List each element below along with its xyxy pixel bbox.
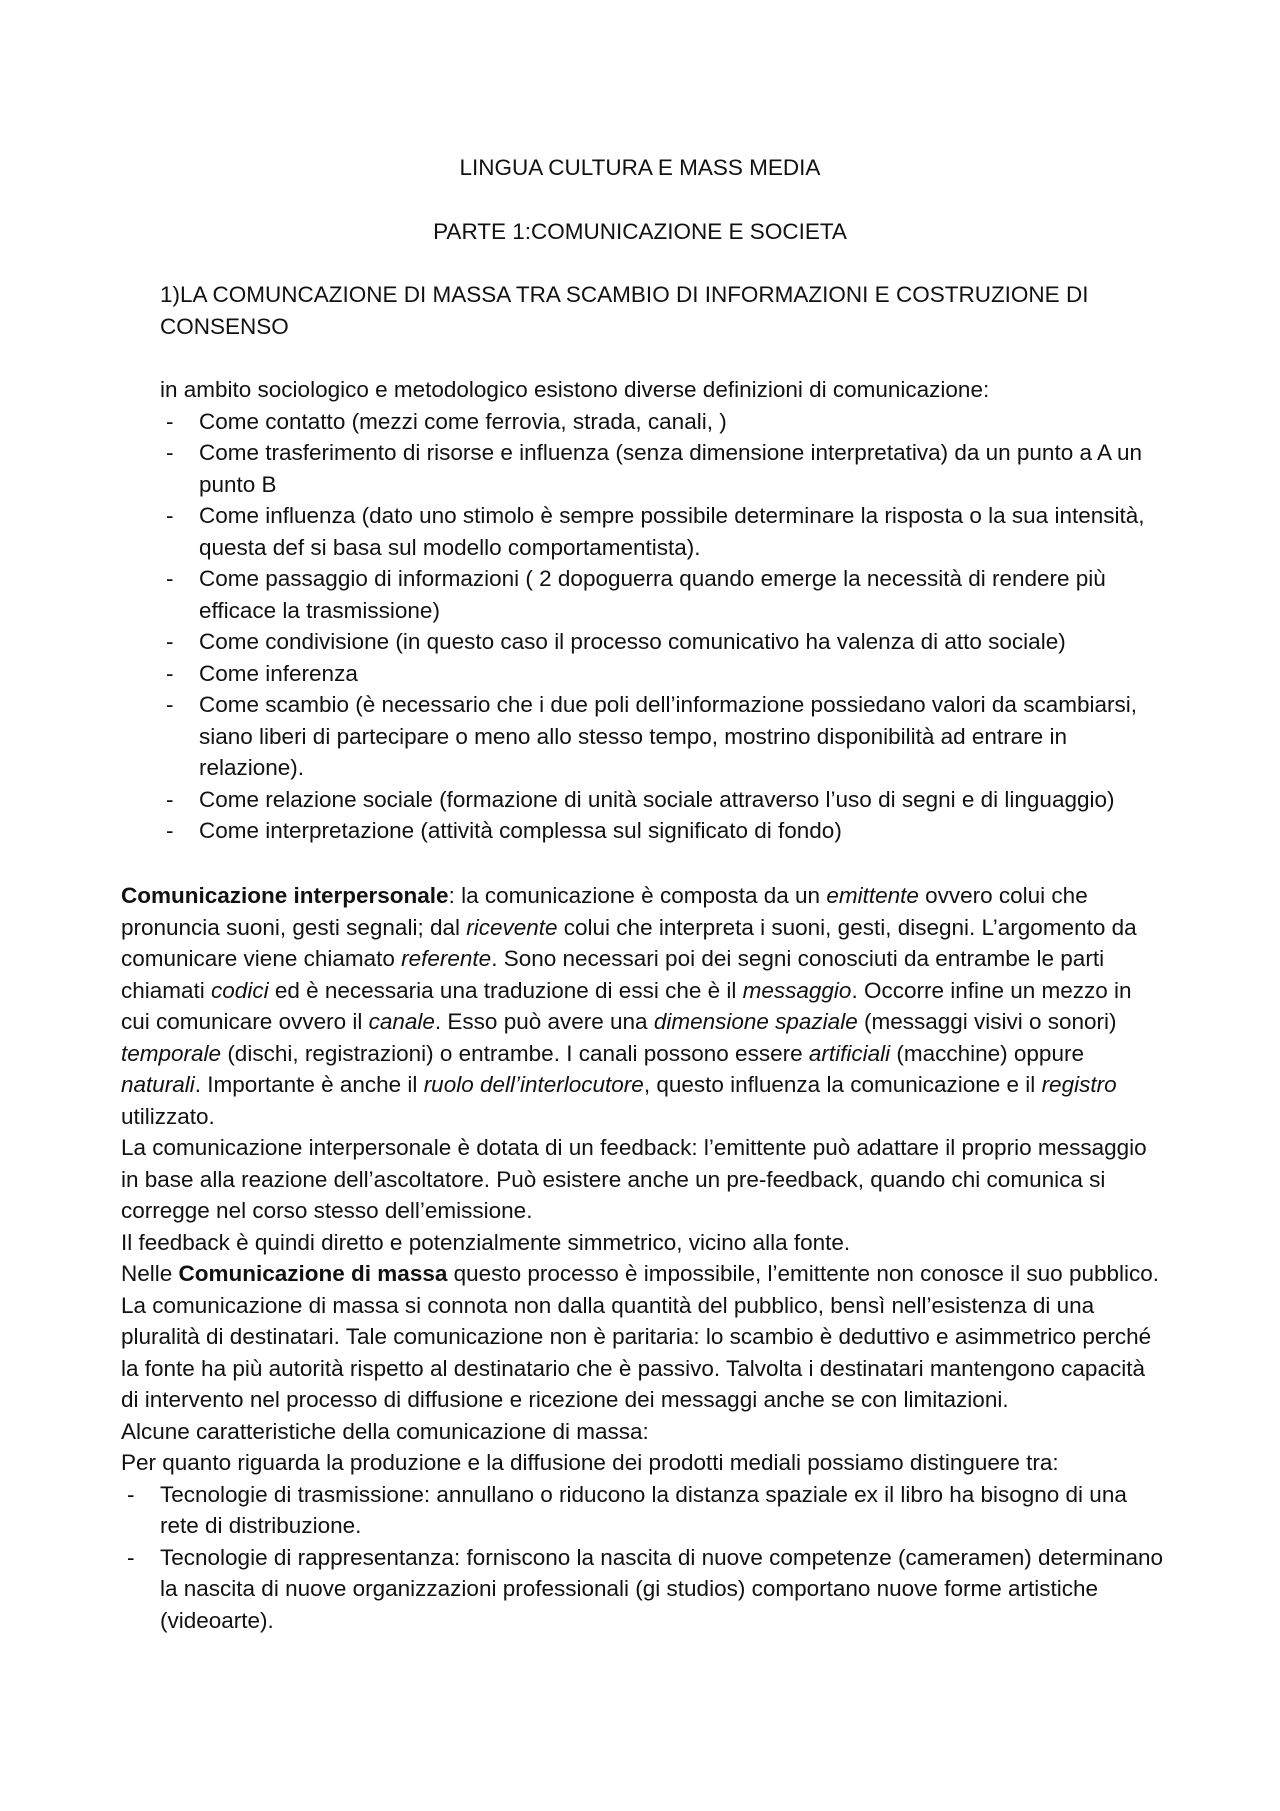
technologies-list [121, 1479, 1166, 1637]
list-item: - Come condivisione (in questo caso il processo comunicativo ha valenza di atto sociale) [160, 626, 1170, 658]
text-run: utilizzato. [121, 1103, 215, 1129]
definitions-list [160, 406, 1170, 847]
document-subtitle: PARTE 1:COMUNICAZIONE E SOCIETA [433, 219, 847, 244]
term-naturali: naturali [121, 1072, 195, 1097]
term-ricevente: ricevente [466, 914, 558, 940]
interpersonal-paragraph [121, 880, 1166, 1132]
list-item: - Tecnologie di rappresentanza: forniscono la nascita di nuove competenze (cameramen) determinano la nascita di nuove organizzazioni professionali (gi studios) comportano nuove forme artistiche (videoarte). [121, 1542, 1166, 1637]
term-artificiali: artificiali [808, 1040, 891, 1066]
characteristics-line: Alcune caratteristiche della comunicazione di massa: [121, 1418, 649, 1444]
document-title: LINGUA CULTURA E MASS MEDIA [459, 155, 821, 180]
feedback-summary: Il feedback è quindi diretto e potenzialmente simmetrico, vicino alla fonte. [121, 1229, 851, 1255]
list-item: - Come passaggio di informazioni ( 2 dopoguerra quando emerge la necessità di rendere più efficace la trasmissione) [160, 563, 1170, 626]
intro-line: in ambito sociologico e metodologico esistono diverse definizioni di comunicazione: [160, 377, 990, 402]
text-run: (macchine) oppure [890, 1040, 1084, 1066]
list-item: - Come inferenza [160, 658, 1170, 690]
list-item: - Come influenza (dato uno stimolo è sempre possibile determinare la risposta o la sua intensità, questa def si basa sul modello comportamentista). [160, 500, 1170, 563]
term-canale: canale [368, 1009, 435, 1034]
term-mass-communication: Comunicazione di massa [178, 1261, 448, 1286]
text-run: . Sono necessari poi dei segni conosciuti da entrambe le parti chiamati [121, 946, 1105, 1003]
term-codici: codici [211, 977, 269, 1003]
text-run: ovvero colui che pronuncia suoni, gesti segnali; dal [121, 883, 1088, 940]
body-text [121, 880, 1166, 1636]
section-heading: 1)LA COMUNCAZIONE DI MASSA TRA SCAMBIO DI INFORMAZIONI E COSTRUZIONE DI CONSENSO [160, 282, 1089, 339]
production-line: Per quanto riguarda la produzione e la diffusione dei prodotti mediali possiamo distinguere tra: [121, 1450, 1059, 1475]
list-item: - Come relazione sociale (formazione di unità sociale attraverso l’uso di segni e di linguaggio) [160, 784, 1170, 816]
text-run: (messaggi visivi o sonori) [857, 1009, 1117, 1034]
term-emittente: emittente [826, 883, 919, 908]
term-referente: referente [401, 946, 492, 971]
feedback-paragraph: La comunicazione interpersonale è dotata di un feedback: l’emittente può adattare il proprio messaggio in base alla reazione dell’ascoltatore. Può esistere anche un pre-feedback, quando chi comunica si corregge nel corso stesso dell’emissione. [121, 1135, 1147, 1223]
text-run: questo processo è impossibile, l’emittente non conosce il suo pubblico. La comunicazione di massa si connota non dalla quantità del pubblico, bensì nell’esistenza di una pluralità di destinatari. Tale comunicazione non è paritaria: lo scambio è deduttivo e asimmetrico perché la fonte ha più autorità rispetto al destinatario che è passivo. Talvolta i destinatari mantengono capacità di intervento nel processo di diffusione e ricezione dei messaggi anche se con limitazioni. [121, 1261, 1160, 1412]
definitions-block [160, 374, 1170, 847]
text-run: (dischi, registrazioni) o entrambe. I canali possono essere [221, 1040, 809, 1066]
mass-communication-paragraph [121, 1258, 1166, 1416]
text-run: . Esso può avere una [434, 1009, 654, 1034]
text-run: colui che interpreta i suoni, gesti, disegni. L’argomento da comunicare viene chiamato [121, 914, 1137, 971]
text-run: , questo influenza la comunicazione e il [643, 1072, 1042, 1097]
list-item: - Come contatto (mezzi come ferrovia, strada, canali, ) [160, 406, 1170, 438]
term-registro: registro [1041, 1072, 1117, 1097]
list-item: - Come scambio (è necessario che i due poli dell’informazione possiedano valori da scambiarsi, siano liberi di partecipare o meno allo stesso tempo, mostrino disponibilità ad entrare in relazione). [160, 689, 1170, 784]
text-run: Nelle [121, 1261, 179, 1286]
text-run: . Occorre infine un mezzo in cui comunicare ovvero il [121, 977, 1132, 1034]
list-item: - Come interpretazione (attività complessa sul significato di fondo) [160, 815, 1170, 847]
list-item: - Tecnologie di trasmissione: annullano o riducono la distanza spaziale ex il libro ha bisogno di una rete di distribuzione. [121, 1479, 1166, 1542]
term-ruolo-interlocutore: ruolo dell’interlocutore [423, 1072, 644, 1097]
text-run: : la comunicazione è composta da un [448, 883, 827, 908]
term-dimensione-spaziale: dimensione spaziale [653, 1009, 858, 1034]
text-run: . Importante è anche il [194, 1072, 424, 1097]
term-temporale: temporale [121, 1040, 222, 1066]
term-messaggio: messaggio [742, 977, 852, 1003]
text-run: ed è necessaria una traduzione di essi che è il [268, 977, 743, 1003]
list-item: - Come trasferimento di risorse e influenza (senza dimensione interpretativa) da un punto a A un punto B [160, 437, 1170, 500]
term-interpersonal: Comunicazione interpersonale [121, 883, 449, 908]
